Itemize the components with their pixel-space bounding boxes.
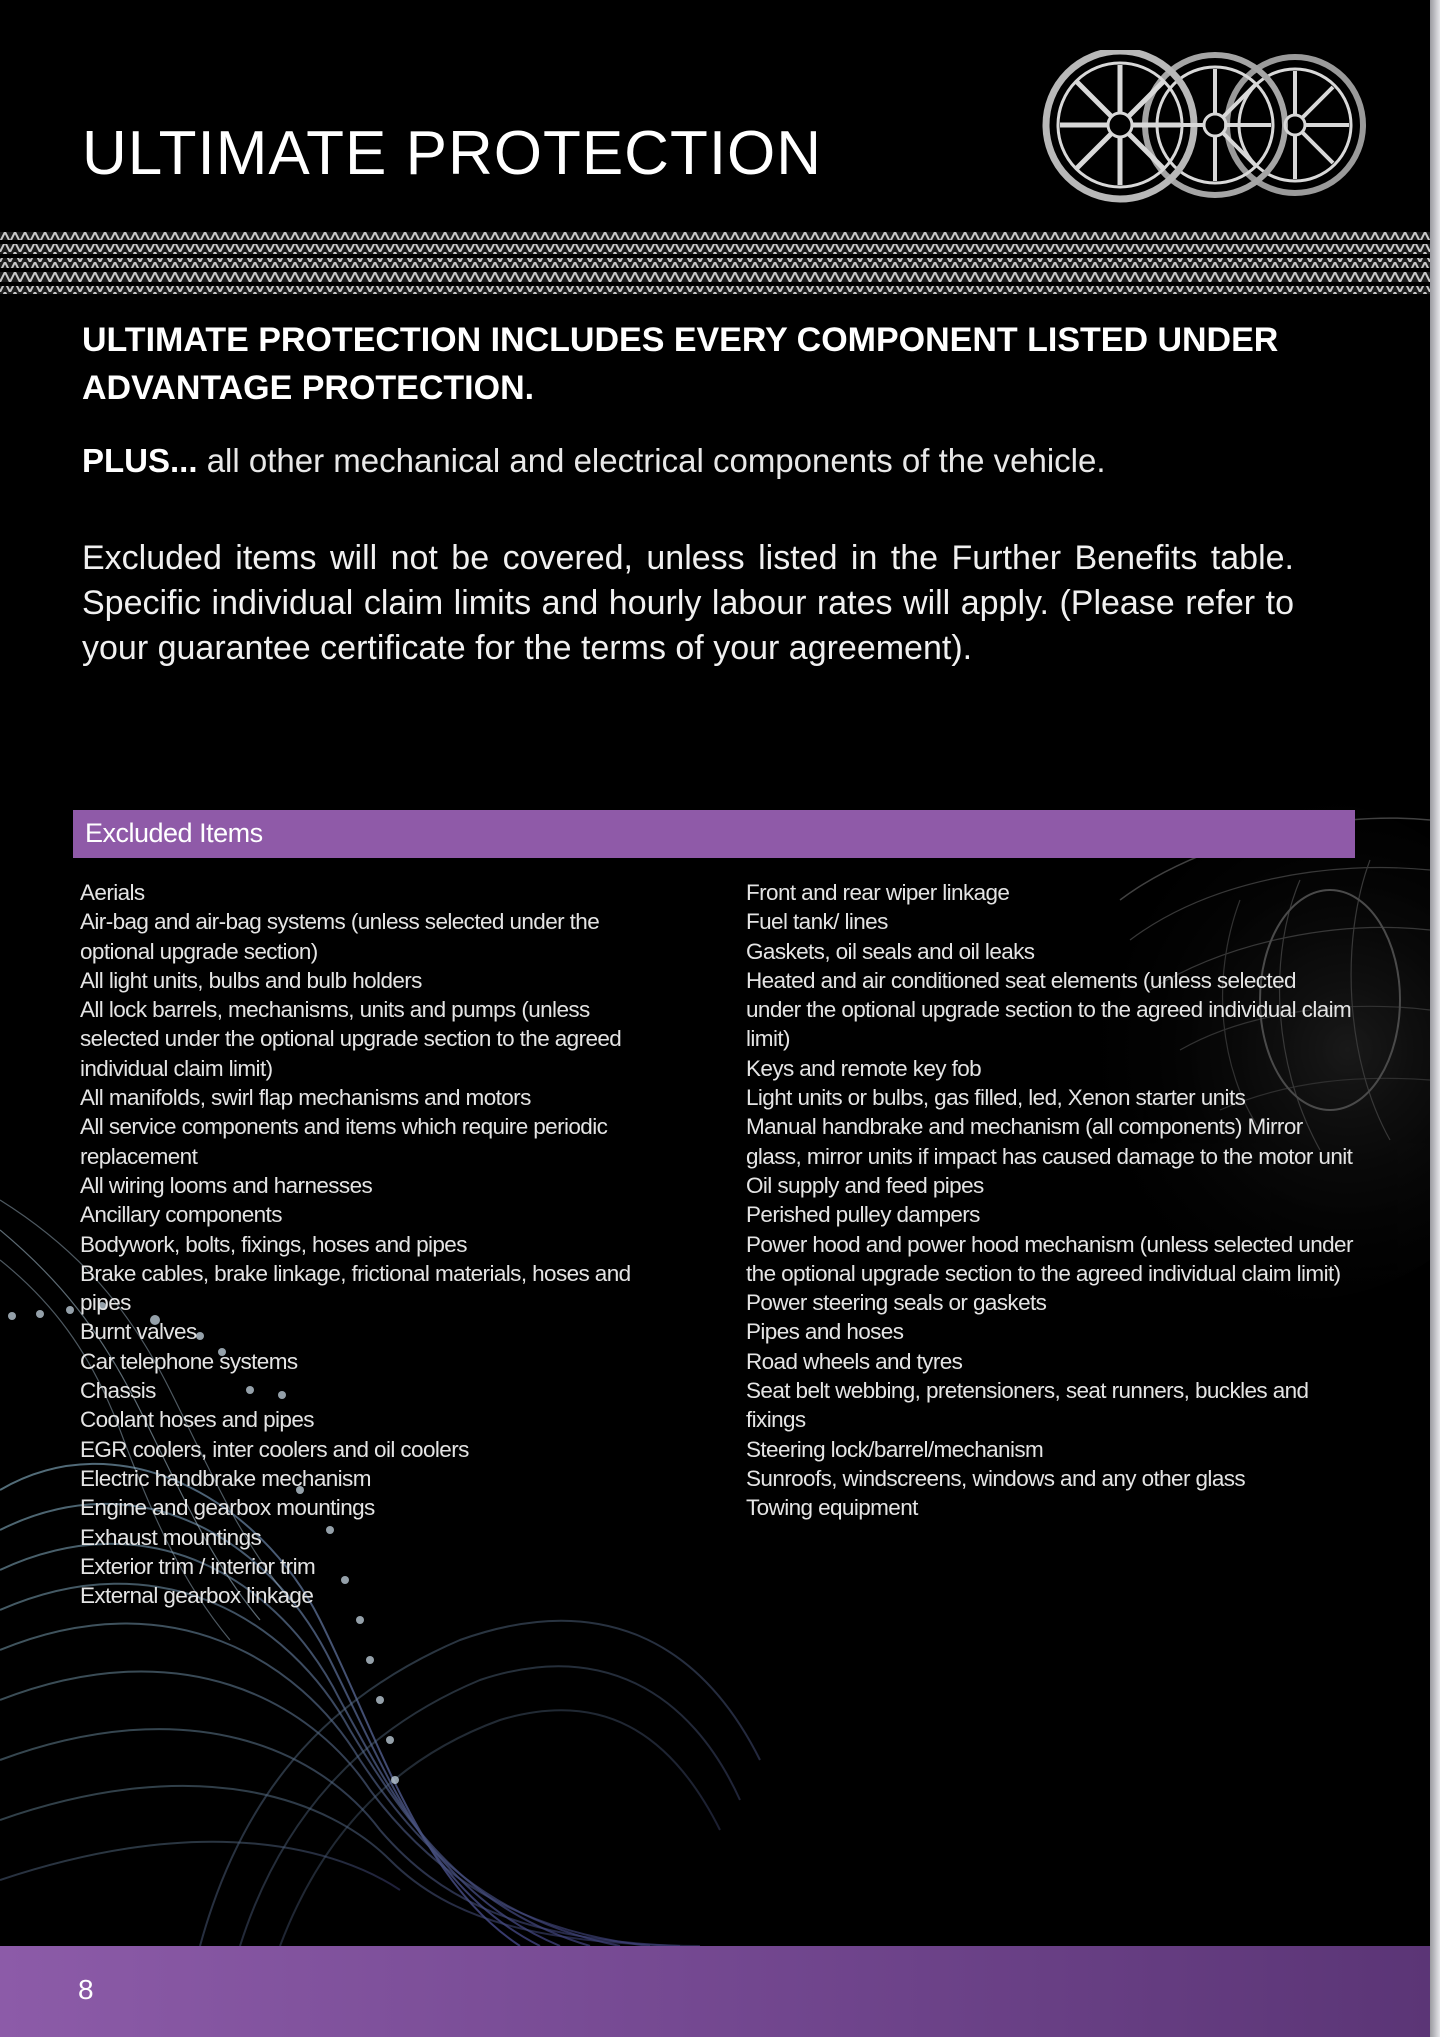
excluded-item: Keys and remote key fob — [746, 1055, 982, 1081]
excluded-item: Gaskets, oil seals and oil leaks — [746, 938, 1035, 964]
excluded-item: Ancillary components — [80, 1202, 282, 1228]
excluded-item: All manifolds, swirl flap mechanisms and motors — [80, 1085, 531, 1111]
excluded-item: Seat belt webbing, pretensioners, seat runners, buckles and fixings — [746, 1378, 1309, 1433]
page-footer — [0, 1946, 1430, 2037]
alloy-wheels-graphic — [1035, 50, 1375, 210]
excluded-items-right-column — [746, 878, 1356, 1523]
coverage-headline: ULTIMATE PROTECTION INCLUDES EVERY COMPONENT LISTED UNDER ADVANTAGE PROTECTION. — [82, 321, 1279, 407]
excluded-item: Bodywork, bolts, fixings, hoses and pipes — [80, 1231, 467, 1257]
excluded-item: External gearbox linkage — [80, 1583, 314, 1609]
excluded-item: Towing equipment — [746, 1495, 918, 1521]
excluded-item: Fuel tank/ lines — [746, 909, 888, 935]
excluded-item: Front and rear wiper linkage — [746, 880, 1010, 905]
excluded-item: Pipes and hoses — [746, 1319, 904, 1345]
excluded-item: Engine and gearbox mountings — [80, 1495, 375, 1521]
excluded-item: Sunroofs, windscreens, windows and any other glass — [746, 1465, 1246, 1491]
excluded-item: All light units, bulbs and bulb holders — [80, 967, 422, 993]
excluded-item: Heated and air conditioned seat elements (unless selected under the optional upgrade section to the agreed individual claim limit) — [746, 967, 1352, 1052]
excluded-item: Coolant hoses and pipes — [80, 1407, 314, 1433]
page-title: ULTIMATE PROTECTION — [82, 119, 823, 188]
tyre-tread-divider — [0, 232, 1430, 294]
excluded-items-title: Excluded Items — [85, 818, 263, 848]
excluded-item: Road wheels and tyres — [746, 1348, 963, 1374]
excluded-item: Steering lock/barrel/mechanism — [746, 1436, 1044, 1462]
page-number: 8 — [78, 1974, 94, 2005]
excluded-item: EGR coolers, inter coolers and oil coolers — [80, 1436, 469, 1462]
excluded-item: Power steering seals or gaskets — [746, 1290, 1047, 1316]
plus-statement — [82, 442, 1342, 480]
excluded-items-left-column — [80, 878, 670, 1610]
plus-text: all other mechanical and electrical components of the vehicle. — [197, 442, 1106, 479]
excluded-item: Chassis — [80, 1378, 156, 1404]
page-edge — [1430, 0, 1440, 2037]
excluded-item: All lock barrels, mechanisms, units and pumps (unless selected under the optional upgrade section to the agreed individual claim limit) — [80, 997, 622, 1081]
excluded-item: All service components and items which require periodic replacement — [80, 1114, 608, 1169]
excluded-item: Electric handbrake mechanism — [80, 1465, 371, 1491]
excluded-item: Car telephone systems — [80, 1348, 298, 1374]
excluded-item: Perished pulley dampers — [746, 1202, 980, 1228]
excluded-item: Power hood and power hood mechanism (unless selected under the optional upgrade section to the agreed individual claim limit) — [746, 1231, 1353, 1286]
excluded-items-header — [73, 810, 1355, 858]
excluded-item: Burnt valves — [80, 1319, 197, 1345]
plus-lead: PLUS... — [82, 442, 198, 479]
exclusions-paragraph: Excluded items will not be covered, unless listed in the Further Benefits table. Specific individual claim limits and hourly labour rates will apply. (Please refer to your guarantee certificate for the terms of your agreement). — [82, 539, 1294, 667]
excluded-item: Oil supply and feed pipes — [746, 1172, 984, 1198]
excluded-item: Exterior trim / interior trim — [80, 1553, 316, 1579]
excluded-item: Aerials — [80, 880, 145, 905]
excluded-item: Exhaust mountings — [80, 1524, 262, 1550]
excluded-item: Manual handbrake and mechanism (all components) Mirror glass, mirror units if impact has caused damage to the motor unit — [746, 1114, 1353, 1169]
excluded-item: Brake cables, brake linkage, frictional materials, hoses and pipes — [80, 1260, 631, 1316]
excluded-item: Light units or bulbs, gas filled, led, Xenon starter units — [746, 1085, 1246, 1111]
excluded-item: All wiring looms and harnesses — [80, 1172, 373, 1198]
excluded-item: Air-bag and air-bag systems (unless selected under the optional upgrade section) — [80, 909, 600, 964]
